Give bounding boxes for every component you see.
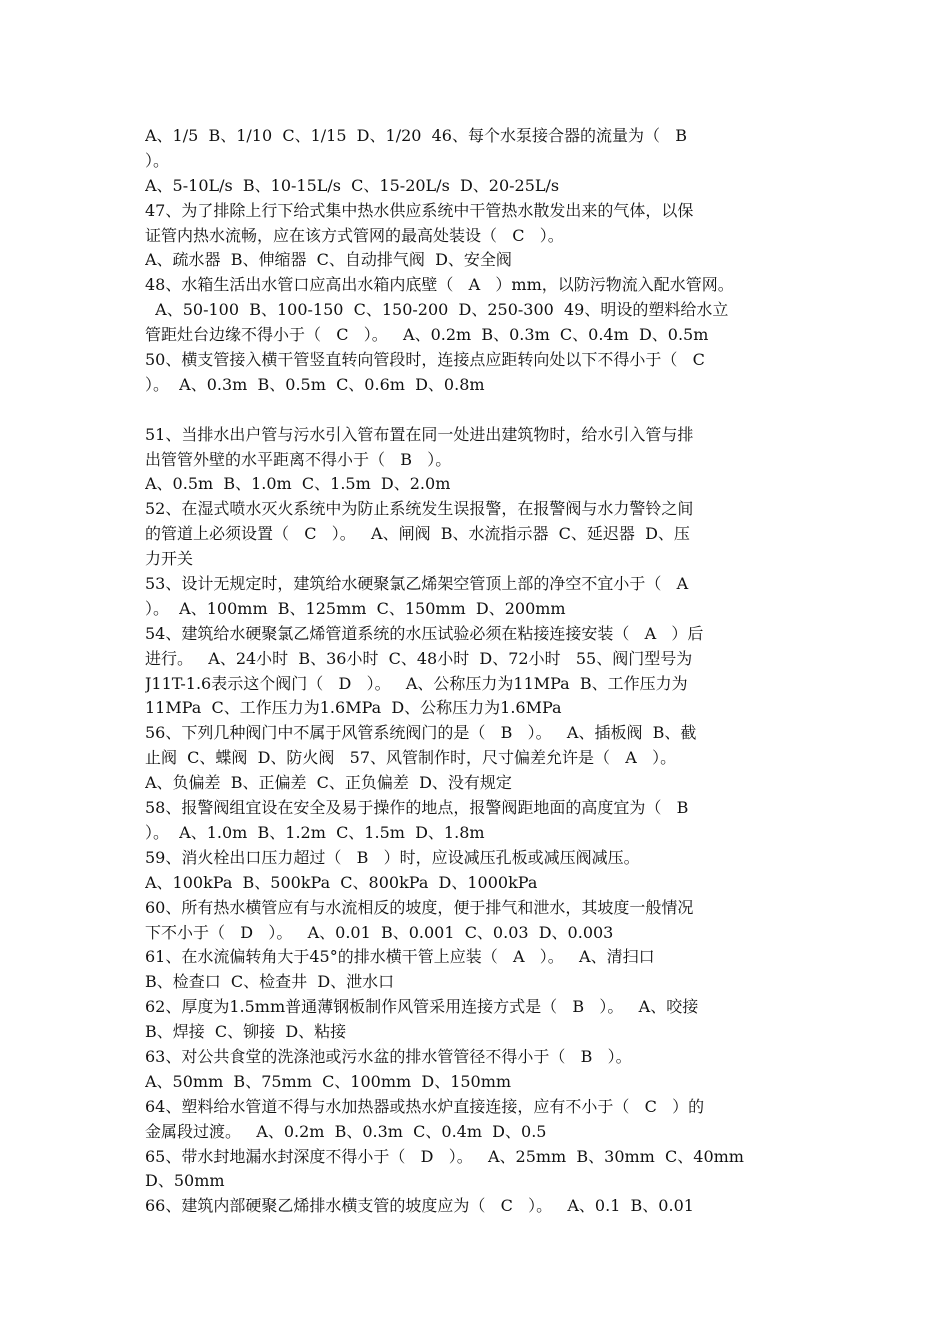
text-line: 证管内热水流畅，应在该方式管网的最高处装设（ C ）。 xyxy=(145,225,564,245)
text-line: ）。 xyxy=(145,150,170,170)
text-line: 下不小于（ D ）。 A、0.01 B、0.001 C、0.03 D、0.003 xyxy=(145,922,614,942)
text-line: 59、消火栓出口压力超过（ B ）时，应设减压孔板或减压阀减压。 xyxy=(145,847,640,867)
text-line: A、疏水器 B、伸缩器 C、自动排气阀 D、安全阀 xyxy=(145,250,512,270)
text-line: 47、为了排除上行下给式集中热水供应系统中干管热水散发出来的气体，以保 xyxy=(145,200,694,220)
text-line: 56、下列几种阀门中不属于风管系统阀门的是（ B ）。 A、插板阀 B、截 xyxy=(145,723,697,743)
text-line: 进行。 A、24小时 B、36小时 C、48小时 D、72小时 55、阀门型号为 xyxy=(145,648,693,668)
text-line: 的管道上必须设置（ C ）。 A、闸阀 B、水流指示器 C、延迟器 D、压 xyxy=(145,524,690,544)
document-text-body xyxy=(145,124,830,1219)
text-line: 48、水箱生活出水管口应高出水箱内底壁（ A ）mm，以防污物流入配水管网。 xyxy=(145,275,734,295)
text-line: D、50mm xyxy=(145,1171,225,1191)
text-line: 力开关 xyxy=(145,549,194,569)
text-line: 62、厚度为1.5mm普通薄钢板制作风管采用连接方式是（ B ）。 A、咬接 xyxy=(145,997,699,1017)
text-line: B、检查口 C、检查井 D、泄水口 xyxy=(145,972,395,992)
text-line: A、50-100 B、100-150 C、150-200 D、250-300 49、明设的塑料给水立 xyxy=(145,300,729,320)
text-line xyxy=(145,398,830,423)
text-line: A、负偏差 B、正偏差 C、正负偏差 D、没有规定 xyxy=(145,773,512,793)
text-line: ）。 A、0.3m B、0.5m C、0.6m D、0.8m xyxy=(145,374,485,394)
text-line: J11T-1.6表示这个阀门（ D ）。 A、公称压力为11MPa B、工作压力为 xyxy=(145,673,688,693)
text-line: 60、所有热水横管应有与水流相反的坡度，便于排气和泄水，其坡度一般情况 xyxy=(145,897,694,917)
text-line: A、1/5 B、1/10 C、1/15 D、1/20 46、每个水泵接合器的流量为（ B xyxy=(145,126,687,145)
text-line: 金属段过渡。 A、0.2m B、0.3m C、0.4m D、0.5 xyxy=(145,1121,547,1141)
text-line: 11MPa C、工作压力为1.6MPa D、公称压力为1.6MPa xyxy=(145,698,562,718)
text-line: 51、当排水出户管与污水引入管布置在同一处进出建筑物时，给水引入管与排 xyxy=(145,424,694,444)
text-line: 止阀 C、蝶阀 D、防火阀 57、风管制作时，尺寸偏差允许是（ A ）。 xyxy=(145,748,677,768)
text-line: B、焊接 C、铆接 D、粘接 xyxy=(145,1022,347,1042)
text-line: ）。 A、1.0m B、1.2m C、1.5m D、1.8m xyxy=(145,822,485,842)
text-line: ）。 A、100mm B、125mm C、150mm D、200mm xyxy=(145,598,566,618)
text-line: 58、报警阀组宜设在安全及易于操作的地点，报警阀距地面的高度宜为（ B xyxy=(145,798,689,818)
text-line: 52、在湿式喷水灭火系统中为防止系统发生误报警，在报警阀与水力警铃之间 xyxy=(145,499,694,519)
text-line: 53、设计无规定时，建筑给水硬聚氯乙烯架空管顶上部的净空不宜小于（ A xyxy=(145,574,689,594)
text-line: A、100kPa B、500kPa C、800kPa D、1000kPa xyxy=(145,872,538,892)
text-line: 66、建筑内部硬聚乙烯排水横支管的坡度应为（ C ）。 A、0.1 B、0.01 xyxy=(145,1196,694,1216)
text-line: 64、塑料给水管道不得与水加热器或热水炉直接连接，应有不小于（ C ）的 xyxy=(145,1096,705,1116)
text-line: A、0.5m B、1.0m C、1.5m D、2.0m xyxy=(145,474,451,494)
text-line: 管距灶台边缘不得小于（ C ）。 A、0.2m B、0.3m C、0.4m D、0.5m xyxy=(145,325,709,345)
text-line: A、5-10L/s B、10-15L/s C、15-20L/s D、20-25L/s xyxy=(145,175,560,195)
text-line: 50、横支管接入横干管竖直转向管段时，连接点应距转向处以下不得小于（ C xyxy=(145,350,705,370)
text-line: 65、带水封地漏水封深度不得小于（ D ）。 A、25mm B、30mm C、40mm xyxy=(145,1146,744,1166)
text-line: 63、对公共食堂的洗涤池或污水盆的排水管管径不得小于（ B ）。 xyxy=(145,1046,632,1066)
text-line: 61、在水流偏转角大于45°的排水横干管上应装（ A ）。 A、清扫口 xyxy=(145,947,655,967)
text-line: 出管管外壁的水平距离不得小于（ B ）。 xyxy=(145,449,452,469)
text-line: A、50mm B、75mm C、100mm D、150mm xyxy=(145,1071,512,1091)
text-line: 54、建筑给水硬聚氯乙烯管道系统的水压试验必须在粘接连接安装（ A ）后 xyxy=(145,623,704,643)
